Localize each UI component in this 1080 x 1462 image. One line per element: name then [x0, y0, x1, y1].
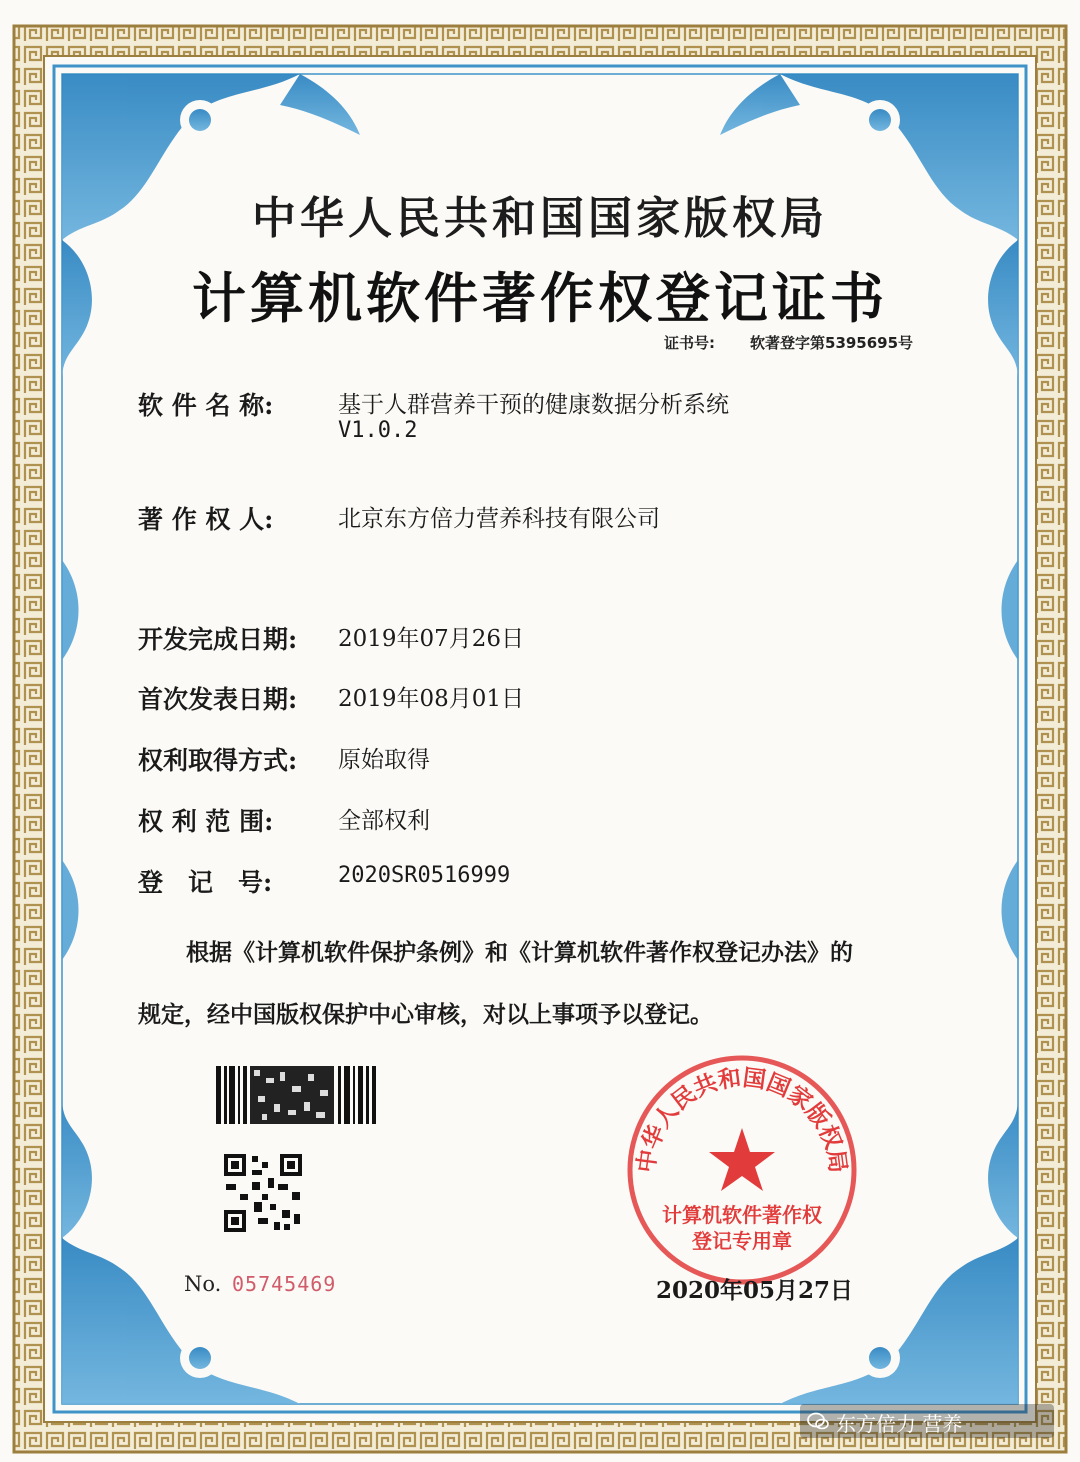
seal-ring-text: 中华人民共和国国家版权局: [633, 1065, 851, 1175]
reg-no-label: 登 记 号:: [138, 868, 273, 897]
corner-ornament-bottom-left: [62, 1098, 300, 1404]
seal-line-1: 计算机软件著作权: [662, 1203, 822, 1227]
completion-date-value: 2019年07月26日: [338, 626, 525, 652]
official-seal: [622, 1050, 862, 1290]
cert-no-label: 证书号:: [664, 334, 715, 352]
serial-number: 05745469: [232, 1272, 337, 1296]
owner-label: 著 作 权 人:: [138, 505, 274, 534]
barcode: [216, 1066, 376, 1124]
software-version-value: V1.0.2: [338, 418, 418, 443]
seal-star-icon: [709, 1128, 775, 1191]
wechat-icon: [806, 1409, 830, 1433]
software-name-value: 基于人群营养干预的健康数据分析系统: [338, 392, 729, 418]
reg-no-value: 2020SR0516999: [338, 863, 511, 888]
statement-line-1: 根据《计算机软件保护条例》和《计算机软件著作权登记办法》的: [186, 939, 853, 966]
acquisition-value: 原始取得: [338, 747, 430, 773]
cert-no-value: 软著登字第5395695号: [750, 334, 914, 352]
acquisition-label: 权利取得方式:: [138, 746, 298, 775]
seal-line-2: 登记专用章: [692, 1229, 792, 1253]
scope-label: 权 利 范 围:: [138, 807, 274, 836]
owner-value: 北京东方倍力营养科技有限公司: [338, 506, 660, 532]
publication-date-label: 首次发表日期:: [138, 685, 298, 714]
statement-line-2: 规定，经中国版权保护中心审核，对以上事项予以登记。: [138, 1001, 713, 1028]
qr-code: [222, 1152, 304, 1234]
publication-date-value: 2019年08月01日: [338, 686, 525, 712]
watermark-text: 东方倍力 营养: [836, 1412, 963, 1436]
completion-date-label: 开发完成日期:: [138, 625, 298, 654]
serial-prefix: No.: [184, 1272, 222, 1296]
issue-date: 2020年05月27日: [656, 1277, 854, 1304]
issuing-authority: 中华人民共和国国家版权局: [252, 193, 828, 244]
software-name-label: 软 件 名 称:: [138, 391, 274, 420]
certificate-title: 计算机软件著作权登记证书: [192, 266, 888, 330]
scope-value: 全部权利: [338, 808, 430, 834]
